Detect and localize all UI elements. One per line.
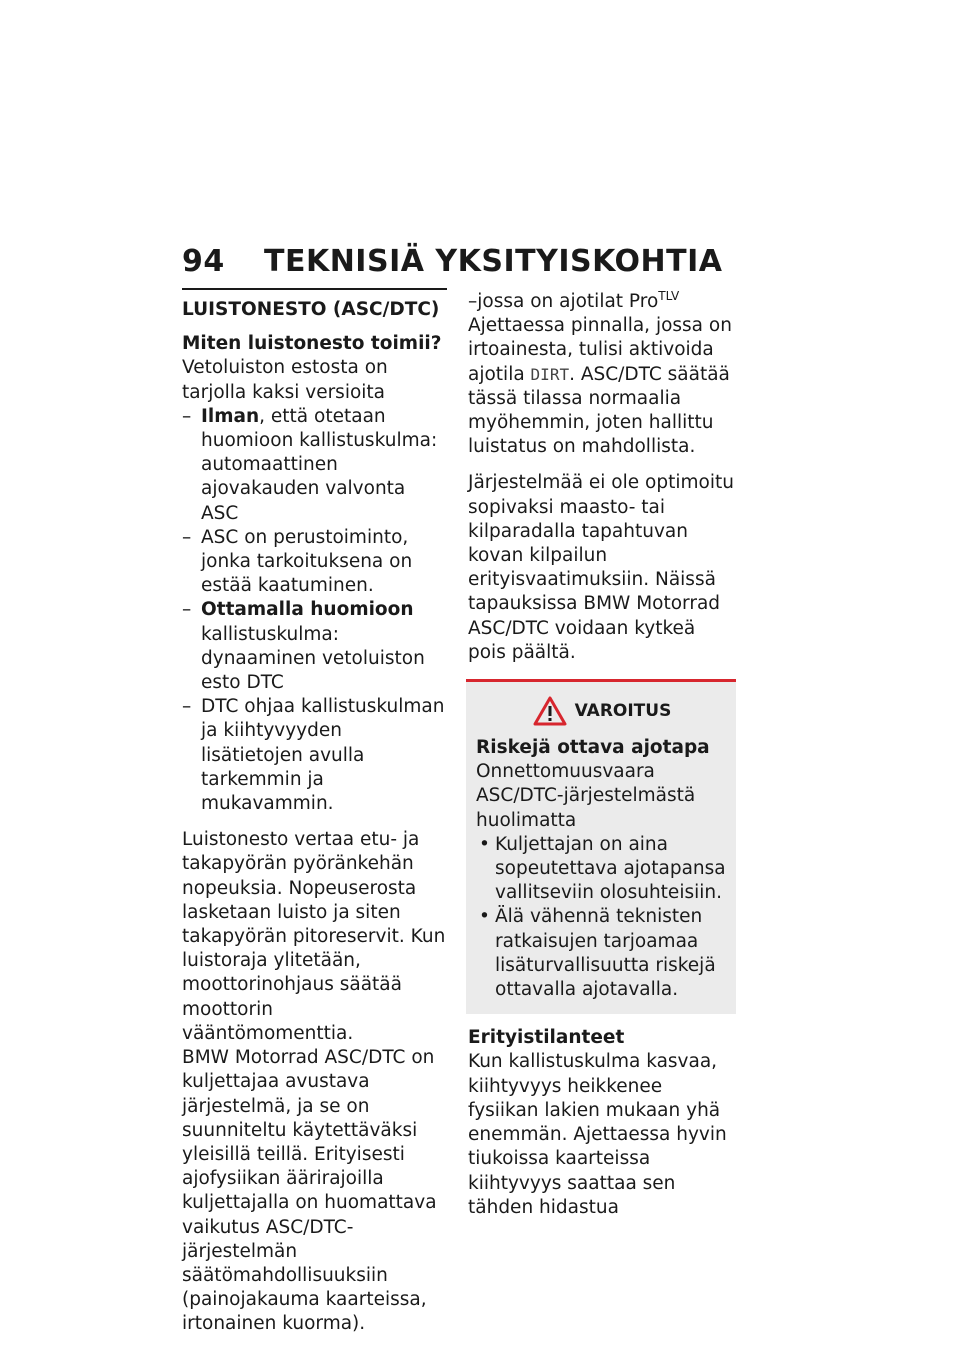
paragraph: Luistonesto vertaa etu- ja takapyörän pyöränkehän nopeuksia. Nopeuserosta lasketaan luisto ja siten takapyörän pitoreservit. Kun luistoraja ylitetään, moottorinohjaus säätää moottorin vääntömomenttia. [182, 829, 446, 1044]
list-item: – ASC on perustoiminto, jonka tarkoituksena on estää kaatuminen. [182, 526, 447, 599]
paragraph: Järjestelmää ei ole optimoitu sopivaksi maasto- tai kilparadalla tapahtuvan kovan kilpailun erityisvaatimuksiin. Näissä tapauksissa BMW Motorrad ASC/DTC voidaan kytkeä pois päältä. [468, 472, 734, 663]
list-item: – Ottamalla huomioon kallistuskulma: dynaaminen vetoluiston esto DTC [182, 598, 447, 695]
page-number: 94 [182, 244, 225, 279]
warning-label: VAROITUS [574, 700, 672, 721]
paragraph: Ajettaessa pinnalla, jossa on irtoainesta, tulisi aktivoida ajotila DIRT. ASC/DTC säätää tässä tilassa normaalia myöhemmin, joten hallittu luistatus on mahdollista. [468, 315, 732, 458]
warning-title: Riskejä ottava ajotapa [476, 737, 710, 759]
page-title: TEKNISIÄ YKSITYISKOHTIA [264, 244, 723, 279]
intro-text: Vetoluiston estosta on tarjolla kaksi versioita [182, 357, 388, 403]
list-item: – DTC ohjaa kallistuskulman ja kiihtyvyyden lisätietojen avulla tarkemmin ja mukavammin. [182, 695, 447, 816]
warning-triangle-icon [533, 696, 567, 726]
paragraph: Kun kallistuskulma kasvaa, kiihtyvyys heikkenee fysiikan lakien mukaan yhä enemmän. Ajettaessa hyvin tiukoissa kaarteissa kiihtyvyys saattaa sen tähden hidastua [468, 1051, 727, 1218]
version-list [182, 405, 447, 816]
right-column [468, 290, 736, 1220]
paragraph: BMW Motorrad ASC/DTC on kuljettajaa avustava järjestelmä, ja se on suunniteltu käytettäväksi yleisillä teillä. Erityisesti ajofysiikan äärirajoilla kuljettajalla on huomattava vaikutus ASC/DTC-järjestelmän säätömahdollisuuksiin (painojakauma kaarteissa, irtonainen kuorma). [182, 1047, 437, 1335]
subheading: Erityistilanteet [468, 1027, 625, 1049]
warning-box [466, 679, 736, 1014]
section-title: LUISTONESTO (ASC/DTC) [182, 288, 447, 322]
left-column [182, 288, 447, 1337]
warning-text: Onnettomuusvaara ASC/DTC-järjestelmästä huolimatta [476, 761, 696, 831]
page-heading [182, 244, 722, 279]
mode-name: DIRT [530, 364, 570, 384]
list-item: – Ilman, että otetaan huomioon kallistuskulma: automaattinen ajovakauden valvonta ASC [182, 405, 447, 526]
subheading: Miten luistonesto toimii? [182, 333, 442, 355]
list-item: • Kuljettajan on aina sopeutettava ajotapansa vallitseviin olosuhteisiin. [476, 833, 728, 906]
warning-list [476, 833, 728, 1002]
list-item: • Älä vähennä teknisten ratkaisujen tarjoamaa lisäturvallisuutta riskejä ottavalla ajotavalla. [476, 905, 728, 1002]
continued-item: –jossa on ajotilat Pro$^{TLV}$ [468, 288, 680, 312]
warning-header [476, 696, 728, 726]
